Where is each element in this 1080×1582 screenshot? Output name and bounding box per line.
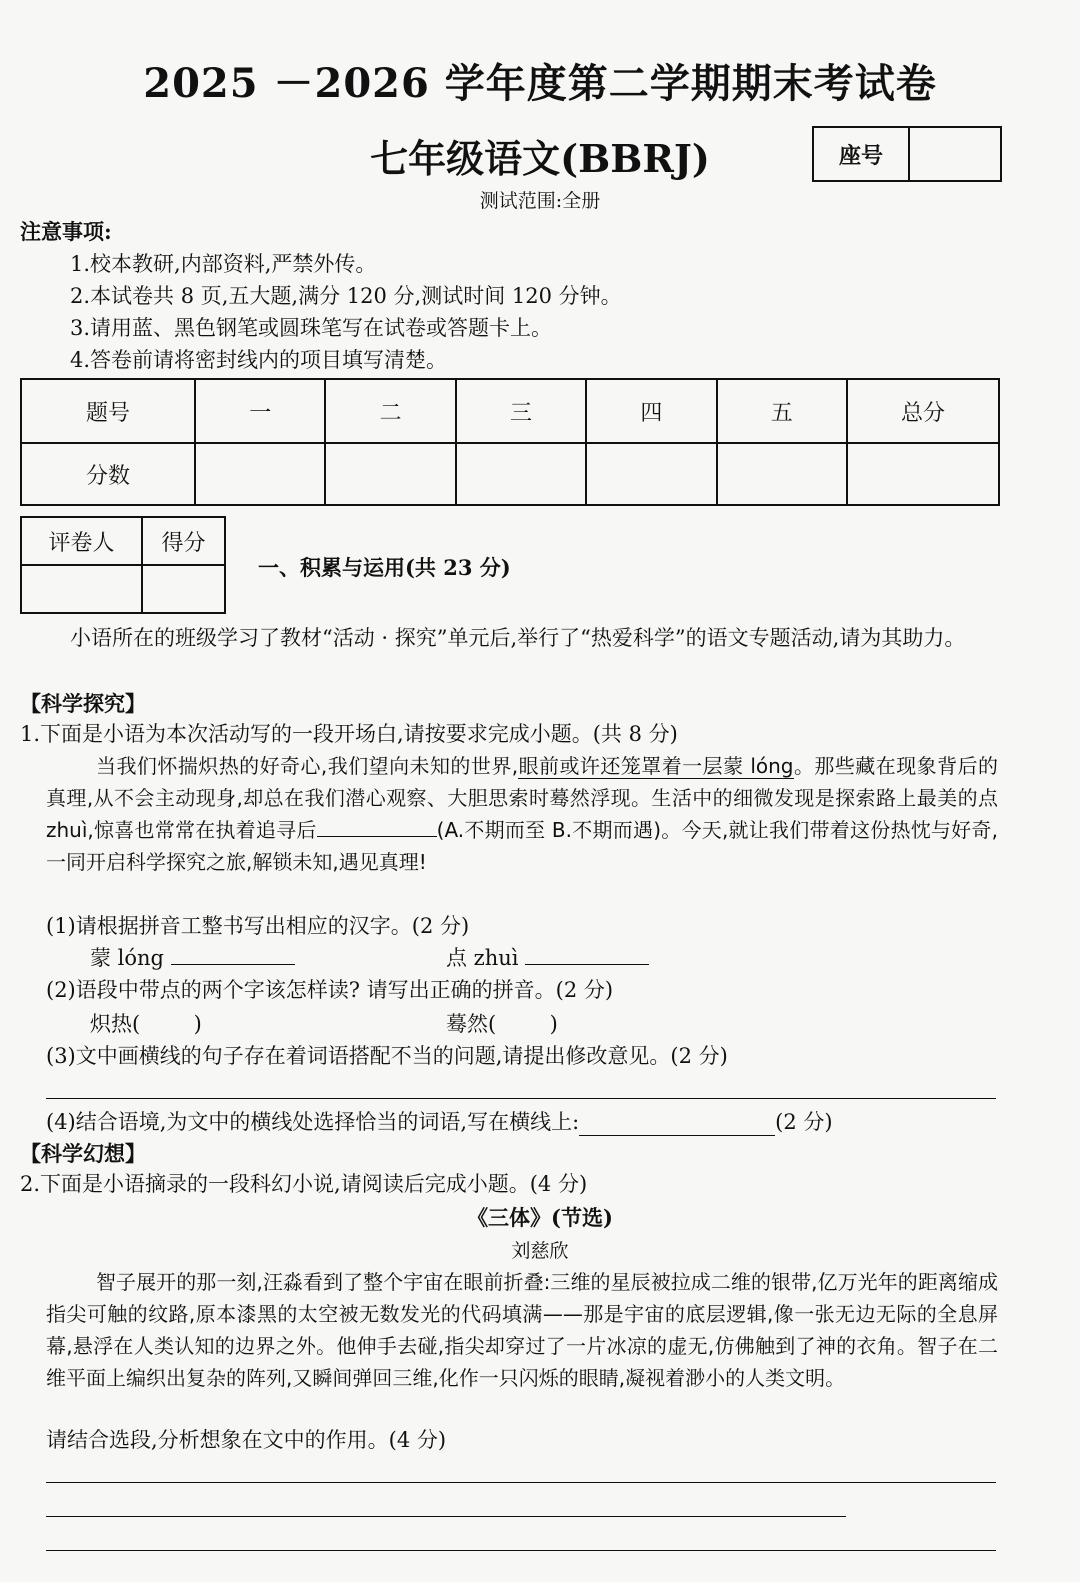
answer-line[interactable]: [46, 1482, 996, 1483]
score-cell[interactable]: [325, 443, 455, 505]
exam-subtitle: 七年级语文(BBRJ): [370, 136, 710, 181]
sub-question-2: (2)语段中带点的两个字该怎样读? 请写出正确的拼音。(2 分): [46, 978, 614, 1002]
score-header: 题号: [21, 379, 195, 443]
score-table: [20, 378, 1000, 506]
score-cell[interactable]: [847, 443, 999, 505]
sub1-item-a: [90, 942, 295, 972]
notice-item: 2.本试卷共 8 页,五大题,满分 120 分,测试时间 120 分钟。: [70, 284, 622, 308]
score-header: 五: [717, 379, 847, 443]
notice-item: 4.答卷前请将密封线内的项目填写清楚。: [70, 348, 448, 372]
reviewer-cell[interactable]: [21, 565, 142, 613]
score-header: 一: [195, 379, 325, 443]
answer-line[interactable]: [46, 1098, 996, 1099]
book-author: 刘慈欣: [511, 1240, 569, 1262]
underlined-sentence: 眼前或许还笼罩着一层蒙 lóng: [518, 754, 794, 778]
part-heading: 【科学探究】: [20, 691, 146, 716]
answer-blank[interactable]: [525, 942, 649, 965]
question-2-prompt: 请结合选段,分析想象在文中的作用。(4 分): [46, 1428, 447, 1452]
test-range: 测试范围:全册: [479, 190, 601, 212]
sub1-item-b: [446, 942, 649, 972]
section-title: 一、积累与运用(共 23 分): [258, 555, 511, 580]
grader-score-cell[interactable]: [142, 565, 225, 613]
blank-line[interactable]: [317, 814, 437, 837]
sub-question-1: (1)请根据拼音工整书写出相应的汉字。(2 分): [46, 914, 470, 938]
part-heading: 【科学幻想】: [20, 1141, 146, 1166]
question-2-passage: 智子展开的那一刻,汪淼看到了整个宇宙在眼前折叠:三维的星辰被拉成二维的银带,亿万光年的距离缩成指尖可触的纹路,原本漆黑的太空被无数发光的代码填满——那是宇宙的底层逻辑,像一张无边无际的全息屏幕,悬浮在人类认知的边界之外。他伸手去碰,指尖却穿过了一片冰凉的虚无,仿佛触到了神的衣角。智子在二维平面上编织出复杂的阵列,又瞬间弹回三维,化作一只闪烁的眼睛,凝视着渺小的人类文明。: [46, 1270, 998, 1390]
book-title: 《三体》(节选): [467, 1205, 613, 1230]
question-1: 1.下面是小语为本次活动写的一段开场白,请按要求完成小题。(共 8 分): [20, 722, 678, 746]
score-row-label: 分数: [21, 443, 195, 505]
question-1-passage: [46, 750, 998, 878]
seat-number-box: [812, 126, 1002, 182]
passage-text: 。那些藏在现象背后的真理,从不会主动现身,却总在我们潜心观察、大胆思索时蓦然浮现。生活中的细微发现是探索路上最美的点 zhuì,惊喜也常常在执着追寻后: [46, 754, 998, 842]
answer-line[interactable]: [46, 1550, 996, 1551]
score-header: 四: [586, 379, 716, 443]
notice-heading: 注意事项:: [20, 219, 112, 244]
grader-table: [20, 516, 226, 614]
seat-input[interactable]: [910, 128, 1000, 180]
score-header: 二: [325, 379, 455, 443]
question-2: 2.下面是小语摘录的一段科幻小说,请阅读后完成小题。(4 分): [20, 1172, 588, 1196]
score-cell[interactable]: [195, 443, 325, 505]
sub2-item-a[interactable]: 炽热( ): [90, 1012, 202, 1036]
sub-question-4: [46, 1106, 996, 1136]
grader-score-label: 得分: [142, 517, 225, 565]
sub-question-3: (3)文中画横线的句子存在着词语搭配不当的问题,请提出修改意见。(2 分): [46, 1044, 728, 1068]
score-header: 三: [456, 379, 586, 443]
reviewer-label: 评卷人: [21, 517, 142, 565]
sub1-label-a: 蒙 lóng: [90, 946, 165, 970]
notice-item: 1.校本教研,内部资料,严禁外传。: [70, 252, 377, 276]
score-header: 总分: [847, 379, 999, 443]
passage-text: 当我们怀揣炽热的好奇心,我们望向未知的世界,: [96, 754, 519, 778]
seat-label: 座号: [814, 128, 910, 180]
answer-blank[interactable]: [579, 1113, 775, 1136]
sub1-label-b: 点 zhuì: [446, 946, 519, 970]
notice-item: 3.请用蓝、黑色钢笔或圆珠笔写在试卷或答题卡上。: [70, 316, 553, 340]
sub2-item-b[interactable]: 蓦然( ): [446, 1012, 558, 1036]
sub4-text: (4)结合语境,为文中的横线处选择恰当的词语,写在横线上:: [46, 1110, 580, 1134]
score-cell[interactable]: [586, 443, 716, 505]
score-cell[interactable]: [456, 443, 586, 505]
answer-line[interactable]: [46, 1516, 846, 1517]
answer-blank[interactable]: [171, 942, 295, 965]
sub4-score: (2 分): [775, 1110, 833, 1134]
passage-text: (A.不期而至 B.不期而遇)。今天,就让我们带着这份热忱与好奇,一同开启科学探究之旅,解锁未知,遇见真理!: [46, 818, 999, 874]
section-intro: 小语所在的班级学习了教材“活动 · 探究”单元后,举行了“热爱科学”的语文专题活动,请为其助力。: [70, 626, 966, 650]
exam-title: 2025 －2026 学年度第二学期期末考试卷: [143, 60, 937, 107]
score-cell[interactable]: [717, 443, 847, 505]
